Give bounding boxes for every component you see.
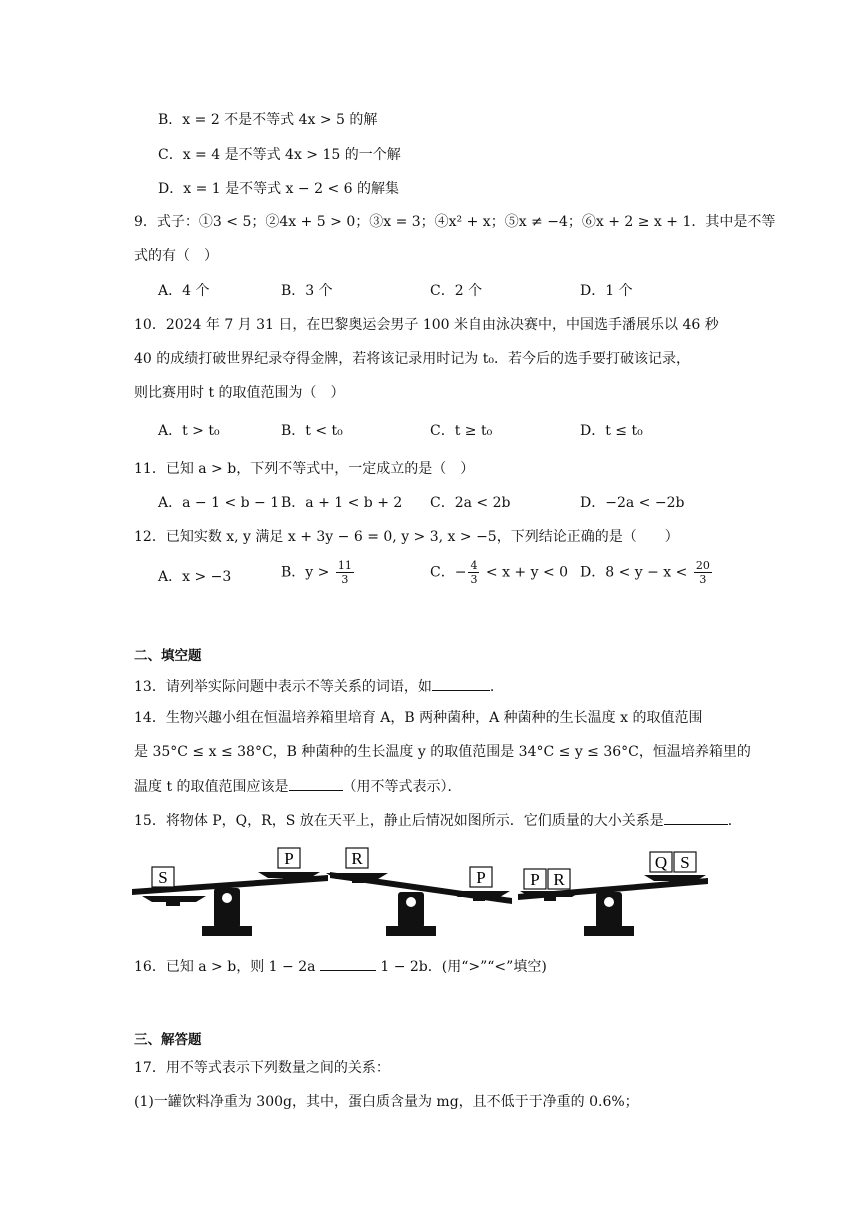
q12-option-d-fraction xyxy=(694,559,712,586)
q10-stem-line1: 10．2024 年 7 月 31 日，在巴黎奥运会男子 100 米自由泳决赛中，中国选手潘展乐以 46 秒 xyxy=(134,317,719,333)
fraction-denominator: 3 xyxy=(341,573,349,586)
q16 xyxy=(134,956,547,977)
q11-option-d: D．−2a < −2b xyxy=(580,495,685,511)
q9-stem-line1: 9．式子：①3 < 5；②4x + 5 > 0；③x = 3；④x² + x；⑤x ≠ −4；⑥x + 2 ≥ x + 1．其中是不等 xyxy=(134,214,776,230)
q14-stem-line3 xyxy=(134,776,462,797)
q12-option-d xyxy=(580,559,714,586)
fraction-denominator: 3 xyxy=(699,573,707,586)
weight-label: P xyxy=(530,870,540,889)
q12-option-c-prefix: C．− xyxy=(430,564,467,581)
weight-label: S xyxy=(158,868,168,887)
q11-stem: 11．已知 a > b，下列不等式中，一定成立的是（ ） xyxy=(134,461,475,477)
q15 xyxy=(134,810,742,831)
weight-label: R xyxy=(553,870,565,889)
q15-end: ． xyxy=(727,813,742,829)
q12-option-b xyxy=(281,559,356,586)
q13-text: 13．请列举实际问题中表示不等关系的词语，如 xyxy=(134,679,432,695)
q12-option-c xyxy=(430,559,568,586)
fraction-numerator: 11 xyxy=(337,559,352,572)
section-3-heading: 三、解答题 xyxy=(134,1032,202,1048)
q14-stem-line1: 14．生物兴趣小组在恒温培养箱里培育 A，B 两种菌种，A 种菌种的生长温度 x 的取值范围 xyxy=(134,710,703,726)
answer-blank[interactable] xyxy=(664,810,728,825)
q17-part1: (1)一罐饮料净重为 300g，其中，蛋白质含量为 mg，且不低于于净重的 0.6%； xyxy=(134,1094,639,1110)
q14-end: （用不等式表示）． xyxy=(342,779,462,795)
q10-option-a: A．t > t₀ xyxy=(158,423,220,439)
q12-option-b-fraction xyxy=(336,559,354,586)
q11-option-c: C．2a < 2b xyxy=(430,495,511,511)
q8-option-b: B．x = 2 不是不等式 4x > 5 的解 xyxy=(158,112,378,128)
q9-option-d: D．1 个 xyxy=(580,283,633,299)
q8-option-d: D．x = 1 是不等式 x − 2 < 6 的解集 xyxy=(158,181,399,197)
q10-option-d: D．t ≤ t₀ xyxy=(580,423,643,439)
q10-stem-line2: 40 的成绩打破世界纪录夺得金牌，若将该记录用时记为 t₀．若今后的选手要打破该记录， xyxy=(134,351,690,367)
fraction-denominator: 3 xyxy=(470,573,478,586)
fraction-numerator: 4 xyxy=(470,559,478,572)
q9-option-c: C．2 个 xyxy=(430,283,483,299)
weight-label: P xyxy=(476,868,486,887)
q10-stem-line3: 则比赛用时 t 的取值范围为（ ） xyxy=(134,385,345,401)
weight-label: S xyxy=(680,853,690,872)
q12-option-c-fraction xyxy=(468,559,479,586)
weight-label: Q xyxy=(654,853,668,872)
q12-option-d-prefix: D．8 < y − x < xyxy=(580,564,688,581)
q9-option-a: A．4 个 xyxy=(158,283,210,299)
q16-end: 1 − 2b．(用“>”“<”填空) xyxy=(380,959,547,975)
q8-option-c: C．x = 4 是不等式 4x > 15 的一个解 xyxy=(158,147,401,163)
balance-scale-1 xyxy=(132,848,328,936)
q17-stem: 17．用不等式表示下列数量之间的关系： xyxy=(134,1060,390,1076)
q13 xyxy=(134,676,504,697)
q13-end: ． xyxy=(489,679,504,695)
q12-stem: 12．已知实数 x, y 满足 x + 3y − 6 = 0, y > 3, x > −5，下列结论正确的是（ ） xyxy=(134,529,679,545)
fraction-numerator: 20 xyxy=(695,559,710,572)
q12-option-b-prefix: B．y > xyxy=(281,564,330,581)
balance-scale-2 xyxy=(326,848,512,936)
q12-option-a: A．x > −3 xyxy=(158,569,232,585)
answer-blank[interactable] xyxy=(320,956,376,971)
q9-stem-line2: 式的有（ ） xyxy=(134,248,218,264)
weight-label: P xyxy=(284,849,294,868)
weight-label: R xyxy=(351,849,363,868)
answer-blank[interactable] xyxy=(432,676,490,691)
section-2-heading: 二、填空题 xyxy=(134,648,202,664)
balance-scale-3 xyxy=(518,852,708,936)
q11-option-a: A．a − 1 < b − 1 xyxy=(158,495,280,511)
balance-scales-figure xyxy=(130,842,710,938)
q15-text: 15．将物体 P，Q，R，S 放在天平上，静止后情况如图所示．它们质量的大小关系是 xyxy=(134,813,664,829)
answer-blank[interactable] xyxy=(289,776,343,791)
q16-text: 16．已知 a > b，则 1 − 2a xyxy=(134,959,316,975)
q10-option-c: C．t ≥ t₀ xyxy=(430,423,493,439)
q14-text: 温度 t 的取值范围应该是 xyxy=(134,779,289,795)
q14-stem-line2: 是 35°C ≤ x ≤ 38°C，B 种菌种的生长温度 y 的取值范围是 34°C ≤ y ≤ 36°C，恒温培养箱里的 xyxy=(134,744,751,760)
q11-option-b: B．a + 1 < b + 2 xyxy=(281,495,403,511)
q9-option-b: B．3 个 xyxy=(281,283,333,299)
q10-option-b: B．t < t₀ xyxy=(281,423,343,439)
q12-option-c-suffix: < x + y < 0 xyxy=(485,564,569,581)
